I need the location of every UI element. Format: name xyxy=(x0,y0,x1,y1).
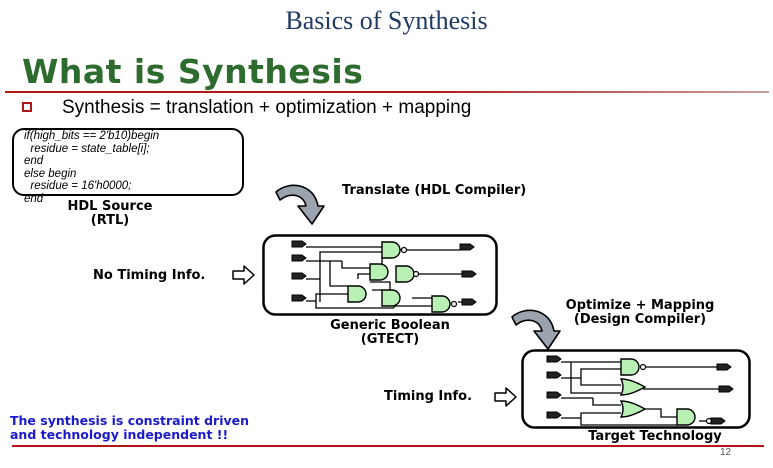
code-line: residue = 16'h0000; xyxy=(24,180,132,192)
target-technology-circuit xyxy=(521,349,751,429)
code-line: end xyxy=(24,155,44,167)
footer-line: The synthesis is constraint driven xyxy=(10,413,250,428)
generic-boolean-label: Generic Boolean xyxy=(330,318,450,333)
target-technology-label: Target Technology xyxy=(588,429,722,444)
right-arrow-icon xyxy=(494,387,518,407)
generic-boolean-circuit xyxy=(262,234,498,316)
footer-line: and technology independent !! xyxy=(10,427,229,442)
design-compiler-label: (Design Compiler) xyxy=(573,312,707,327)
hdl-source-label: HDL Source xyxy=(67,199,153,214)
no-timing-label: No Timing Info. xyxy=(93,268,206,283)
rtl-label: (RTL) xyxy=(90,213,130,228)
hdl-code-box xyxy=(12,128,244,205)
right-arrow-icon xyxy=(232,265,256,285)
code-line: if(high_bits == 2'b10)begin xyxy=(24,130,160,142)
translate-label: Translate (HDL Compiler) xyxy=(342,183,527,198)
timing-info-label: Timing Info. xyxy=(384,389,473,404)
slide-title: Basics of Synthesis xyxy=(285,6,488,35)
square-bullet-icon xyxy=(22,102,32,112)
gtect-label: (GTECT) xyxy=(360,332,420,347)
bottom-divider xyxy=(12,445,764,447)
code-line: end xyxy=(24,192,44,205)
code-line: residue = state_table[i]; xyxy=(24,142,150,155)
page-number: 12 xyxy=(720,447,732,458)
bullet-text: Synthesis = translation + optimization + mapping xyxy=(62,97,472,118)
heading-divider xyxy=(5,91,769,93)
section-heading: What is Synthesis xyxy=(22,52,364,91)
footer-note xyxy=(10,414,249,442)
curved-arrow-icon xyxy=(272,178,328,228)
code-line: else begin xyxy=(24,167,77,180)
optimize-mapping-label: Optimize + Mapping xyxy=(565,298,715,313)
